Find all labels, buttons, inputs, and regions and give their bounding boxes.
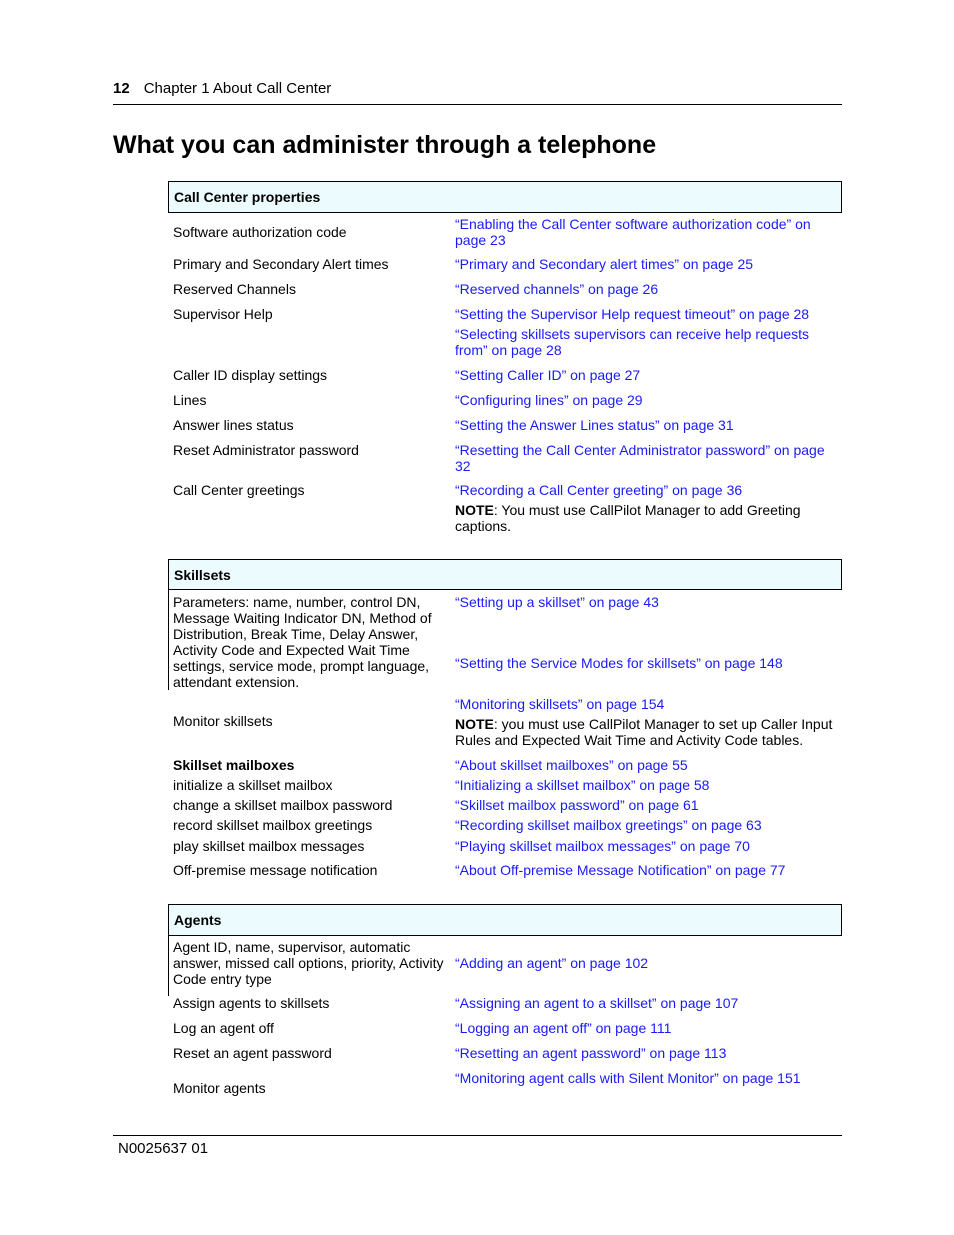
note <box>455 716 840 748</box>
xref-link[interactable]: “Setting the Supervisor Help request timeout” on page 28 <box>455 306 810 322</box>
note-text: : you must use CallPilot Manager to set up Caller Input Rules and Expected Wait Time and Activity Code tables. <box>455 716 833 748</box>
section-title: Agents <box>174 912 222 928</box>
row-label: record skillset mailbox greetings <box>173 817 373 833</box>
section-agents <box>168 904 842 936</box>
xref-link[interactable]: “About skillset mailboxes” on page 55 <box>455 757 688 773</box>
xref-link[interactable]: “Logging an agent off” on page 111 <box>455 1020 672 1036</box>
note-label: NOTE <box>455 716 494 732</box>
xref-link[interactable]: “Setting the Service Modes for skillsets” on page 148 <box>455 655 783 671</box>
row-divider <box>168 590 169 690</box>
row-label: change a skillset mailbox password <box>173 797 393 813</box>
xref-link[interactable]: “Initializing a skillset mailbox” on page 58 <box>455 777 710 793</box>
row-label: Parameters: name, number, control DN, Message Waiting Indicator DN, Method of Distribution, Break Time, Delay Answer, Activity Code and Expected Wait Time settings, service mode, prompt language, attendant extension. <box>173 594 432 690</box>
xref-link[interactable]: “Setting Caller ID” on page 27 <box>455 367 641 383</box>
row-label: Software authorization code <box>173 224 347 240</box>
row-label: Supervisor Help <box>173 306 273 322</box>
row-label: initialize a skillset mailbox <box>173 777 333 793</box>
xref-link[interactable]: “Monitoring skillsets” on page 154 <box>455 696 665 712</box>
row-label: Monitor skillsets <box>173 713 273 729</box>
row-label: play skillset mailbox messages <box>173 838 365 854</box>
xref-link[interactable]: “Configuring lines” on page 29 <box>455 392 643 408</box>
note-label: NOTE <box>455 502 494 518</box>
xref-link[interactable]: “Monitoring agent calls with Silent Monitor” on page 151 <box>455 1070 801 1086</box>
header-rule <box>113 104 842 105</box>
row-label: Lines <box>173 392 207 408</box>
xref-link[interactable]: “Resetting the Call Center Administrator password” on page 32 <box>455 442 825 474</box>
row-label: Reserved Channels <box>173 281 296 297</box>
section-call-center <box>168 181 842 213</box>
xref-link[interactable]: “Primary and Secondary alert times” on page 25 <box>455 256 754 272</box>
section-title: Call Center properties <box>174 189 321 205</box>
row-label: Answer lines status <box>173 417 294 433</box>
xref-link[interactable]: “Selecting skillsets supervisors can receive help requests from” on page 28 <box>455 326 810 358</box>
xref-link[interactable]: “Setting the Answer Lines status” on page 31 <box>455 417 734 433</box>
xref-link[interactable]: “Assigning an agent to a skillset” on page 107 <box>455 995 739 1011</box>
document-number: N0025637 01 <box>118 1140 209 1157</box>
page-number: 12 <box>113 80 130 97</box>
xref-link[interactable]: “Skillset mailbox password” on page 61 <box>455 797 699 813</box>
chapter-title: Chapter 1 About Call Center <box>143 80 332 97</box>
xref-link[interactable]: “Adding an agent” on page 102 <box>455 955 649 971</box>
row-divider <box>168 936 169 996</box>
xref-link[interactable]: “Resetting an agent password” on page 113 <box>455 1045 727 1061</box>
note <box>455 502 840 534</box>
running-header <box>113 80 331 97</box>
xref-link[interactable]: “Recording skillset mailbox greetings” on page 63 <box>455 817 762 833</box>
section-skillsets <box>168 559 842 590</box>
section-title: Skillsets <box>174 567 231 583</box>
row-label: Agent ID, name, supervisor, automatic answer, missed call options, priority, Activity Code entry type <box>173 939 444 987</box>
row-label: Log an agent off <box>173 1020 274 1036</box>
row-label: Assign agents to skillsets <box>173 995 330 1011</box>
row-label: Call Center greetings <box>173 482 305 498</box>
row-label: Caller ID display settings <box>173 367 328 383</box>
xref-link[interactable]: “Reserved channels” on page 26 <box>455 281 659 297</box>
footer-rule <box>113 1135 842 1136</box>
xref-link[interactable]: “About Off-premise Message Notification” on page 77 <box>455 862 786 878</box>
row-label: Skillset mailboxes <box>173 757 295 773</box>
xref-link[interactable]: “Playing skillset mailbox messages” on page 70 <box>455 838 750 854</box>
xref-link[interactable]: “Setting up a skillset” on page 43 <box>455 594 659 610</box>
row-label: Reset an agent password <box>173 1045 332 1061</box>
row-label: Reset Administrator password <box>173 442 359 458</box>
xref-link[interactable]: “Recording a Call Center greeting” on page 36 <box>455 482 743 498</box>
note-text: : You must use CallPilot Manager to add Greeting captions. <box>455 502 801 534</box>
page-title: What you can administer through a telephone <box>113 131 657 159</box>
row-label: Primary and Secondary Alert times <box>173 256 389 272</box>
row-label: Monitor agents <box>173 1080 266 1096</box>
row-label: Off-premise message notification <box>173 862 378 878</box>
xref-link[interactable]: “Enabling the Call Center software authorization code” on page 23 <box>455 216 811 248</box>
